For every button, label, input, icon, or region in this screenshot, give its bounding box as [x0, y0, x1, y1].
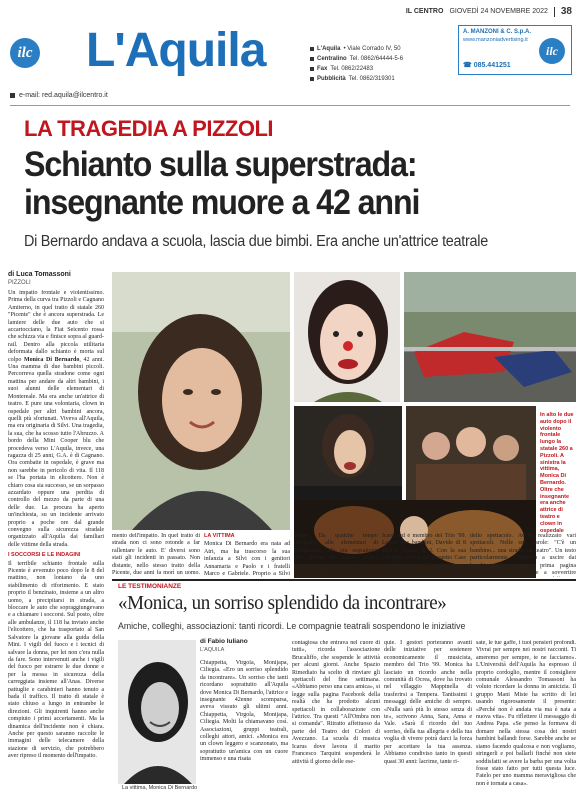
testimonianze-column-4: sate, le tue gaffe, i tuoi pensieri profondi. Vivrai per sempre nei nostri racconti. Ti ameremo per sempre, te ne facciamo». L'Università dell'Aquila ha espresso il proprio cordoglio, mentre il consigliere comunale Alessandro Tomassoni ha voluto ricordare la donna in amicizia. Il gruppo Mani Miste ha scritto di lei usando rigorosamente il presente: «Perché non è andata via ma è nata a nuova vita». Fu riflettere il messaggio di Andrea Papa. «Se penso la formava di domare nella stessa cosa dei nostri bambini ballandi forse. Sarebbe anche se siamo facendo qualcosa e non vogliamo, stringerli e poi ballarli finché non siete soddisfatti se avere la barba per una volta fosse stato fatto per tutti questa luce. Fatelo per uno mamma meravigliosa che non è tornata a casa».	[476, 640, 576, 787]
bullet-icon	[310, 57, 314, 61]
dateline: L'AQUILA	[200, 647, 225, 653]
victim-bw-portrait	[118, 640, 196, 784]
article-subhead: Di Bernardo andava a scuola, lascia due bimbi. Era anche un'attrice teatrale	[24, 233, 488, 250]
article-column-3: LA VITTIMA Monica Di Bernardo era nata ad Atri, ma ha trascorso la sua infanzia a Silvi con i genitori Annamaria e Paolo e i fratelli Marco e Gabriele. Proprio a Silvi	[204, 533, 290, 577]
author-name: di Luca Tomassoni	[8, 271, 71, 278]
bullet-icon	[310, 77, 314, 81]
photo-caption: In alto le due auto dopo il violento frontale lungo la statale 260 a Pizzoli. A sinistra la vittima, Monica Di Bernardo. Oltre che insegnante era anche attrice di teatro e clown in ospedale	[540, 412, 574, 534]
victim-portrait-photo	[112, 272, 290, 530]
article-byline	[8, 271, 71, 286]
advertising-box[interactable]	[458, 25, 572, 75]
article-column-5: Icarus ed è membro del Trio '99. Lascia due bambini, Davide di 8 anni e Nicola di 2. Con la sua famiglia viveva nel progetto Case di Tempera. All'Aquila aveva frequentato a lungo l'università ed	[382, 533, 466, 577]
author-name: di Fabio Iuliano	[200, 638, 248, 645]
divider	[112, 579, 576, 581]
article-column-1: Un impatto frontale e violentissimo. Prima della curva tra Pizzoli e Cagnano Amiterno, in quel tratto di statale 260 "Picente" che è ancora superstrada. Le lamiere delle due auto che si accartocciano, la Fiat Seicento rossa che schizza via e finisce sopra al guard-rail. Dentro alla piccola utilitaria deformata dallo schianto è morta sul colpo Monica Di Bernardo, 42 anni. Una mamma di due bambini piccoli. Percorreva quella stradone come ogni mattina per andare da altri bambini, i suoi alunni delle elementari di Montereale. Ma era anche un'attrice di teatro. E pure una volontaria, clown in ospedale per altri bambini ancora, quelli più sfortunati. Viveva all'Aquila, ma era originaria di Silvi. Una tragedia, la sua, che ha scosso tutto l'Abruzzo. A bordo della Mini Cooper blu che procedeva verso L'Aquila, invece, una ragazza di 25 anni, G.A. è di Cagnano. Ora combatte in ospedale, è grave ma non sarebbe in pericolo di vita. Il 118 se l'ha portata in elicottero. Non è chiaro cosa sia successo, se un sorpasso azzardato oppure una perdita di controllo del mezzo da parte di una delle due. La procura ha aperto un'inchiesta, su un incidente arrivato proprio a poche ore dal grande convegno sulla sicurezza stradale organizzato all'Aquila dai familiari delle vittime della strada. I SOCCORSI E LE INDAGINI Il terribile schianto frontale sulla Picente è avvenuto poco dopo le 8 del mattino, non lontano da uno stabilimento di riforimento. E stato proprio il benzinaio, insieme a un altro uomo, a precipitarsi in strada, a bloccare le auto che sopraggiungevano e a chiamare i soccorsi. Sul posto, oltre alle ambulanze, il 118 ha inviato anche l'elicottero, che ha trasportato al San Salvatore la giovane alla guida della Mini. I vigili del fuoco e i tecnici di salvare la donna, per lei non c'era nulla da fare. Sono intervenuti anche i vigili del fuoco per estrarre le due donne e per la messa in sicurezza della carreggiata insieme all'Anas. Diverse pattuglie e carabinieri hanno tenuto a bada il traffico. Il tratto di statale è stato chiuso a lungo in entrambe le direzioni. Gli inquirenti hanno anche compiuto i primi accertamenti. Ma la dinamica dell'incidente non è chiara. Anche per questo saranno raccolte le immagini delle telecamere della stazione di servizio, che potrebbero aver ripreso il momento dell'impatto.	[8, 290, 104, 760]
contact-row: Fax Tel. 0862/22483	[310, 64, 403, 74]
email-text[interactable]: e-mail: red.aquila@ilcentro.it	[19, 92, 108, 99]
contact-row: Centralino Tel. 0862/64444-5-6	[310, 54, 403, 64]
issue-date: GIOVEDÌ 24 NOVEMBRE 2022	[449, 8, 548, 15]
section-title: L'Aquila	[86, 24, 266, 77]
contacts-block	[310, 44, 403, 84]
sidebar-label: LE TESTIMONIANZE	[118, 583, 182, 590]
page-number: 38	[560, 6, 572, 17]
actress-theatre-photo	[294, 406, 402, 500]
contact-row: Pubblicità Tel. 0862/319301	[310, 74, 403, 84]
article-headline: Schianto sulla superstrada: insegnante muore a 42 anni	[24, 145, 420, 222]
section-label: I SOCCORSI E LE INDAGINI	[8, 552, 81, 559]
testimonianze-column-2: contagiosa che entrava nel cuore di tutti», ricorda l'associazione Brucaliffo, che sospende le attività per alcuni giorni. Anche Spazio Rimediato ha scelto di rinviare gli spettacoli del fine settimana. «Abbiamo perso una cara amica», si legge sulla pagina Facebook della realtà che ha prodotto alcuni spettacoli in collaborazione con l'attrice. Tra questi "All'Ombra non si comanda". Ritratto affettuoso da parte del Teatro dei Colori di Avezzano. La scuola di musica Icarus dove lavora il marito Francesco Tarquini sospenderà le attività il giorno delle ese-	[292, 640, 380, 765]
actress-crowd-photo	[406, 406, 536, 500]
phone-icon: ☎	[463, 62, 472, 69]
article-column-2: mento dell'impatto. In quel tratto di strada non ci sono rotonde a far rallentare le auto. E' diversi sono stati gli incidenti in passato. Non distante, nello stesso tratto della Picente, due anni fa morì un uomo.	[112, 533, 200, 577]
divider	[10, 105, 570, 106]
edition-line	[406, 6, 572, 17]
page-header	[0, 0, 580, 110]
email-line	[10, 92, 108, 99]
portrait-caption: La vittima, Monica Di Bernardo	[122, 785, 198, 791]
article-column-4: seppe. Da qualche tempo insegnava alle elementari di Montereale. Ma era soprattutto una donna di teatro. Aveva lavorato anche come clown in corsia in ospedale all'Aquila, con	[294, 533, 378, 577]
bullet-icon	[310, 47, 314, 51]
ad-logo: ilc	[539, 38, 565, 64]
ad-website[interactable]: www.manzoniadvertising.it	[463, 37, 528, 43]
divider	[554, 7, 555, 17]
clown-photo	[294, 272, 400, 402]
article-kicker: LA TRAGEDIA A PIZZOLI	[24, 116, 273, 141]
testimonianze-column-1: Chiappetta, Virgola, Monijapa, Ciliegia. «Ero un sorriso splendido da incontrare». Un sorriso che tanti ricordano soprattutto all'Aquila dove Monica Di Bernardo, l'attrice e insegnante 42enne scomparsa, aveva vissuto gli ultimi anni. Chiappetta, Virgola, Monijapa, Ciliegia. Molti la chiamavano così. Associazioni, gruppi teatrali, colleghi attori, amici. «Monica era un clown leggero e scanzonato, ma soprattutto un'amica con un cuore immenso e una risata	[200, 660, 288, 763]
article-column-6: dello spettacolo. Aveva realizzato vari spettacoli. Nelle sue parole: "C'è un bambino... una strada, un teatro". Un testo particolarmente. Chiamato a uscire dai luoghi impiegati. Nella prima pagina scriveva: «Vorrei provare a sovvertire	[470, 533, 576, 577]
testimonianze-column-3: quie. I gestori porteranno avanti delle iniziative per sostenere economicamente il musicista, membro del Trio '99. Monica ha lasciato un ricordo anche nella comunità di Ocrea, dove ha trovato nel villaggio Mappinella di trasferirsi a Tempera. Tantissimi i messaggi delle amiche di sempre. «Nulla sarà più lo stesso senza di te», scrivono Anna, Sara, Anna e Vale. «Sarà il ricordo del tuo sorriso, della tua allegria e della tua voglia di vivere potrà darci la forza per accettare la tua assenza. Abbiamo condiviso tanto in questi quasi 30 anni: lacrime, tante ri-	[384, 640, 472, 765]
newspaper-name: IL CENTRO	[405, 8, 444, 15]
crash-cars-photo	[404, 272, 576, 402]
bullet-icon	[310, 67, 314, 71]
testimonianze-byline	[200, 638, 248, 653]
ad-company-name: A. MANZONI & C. S.p.A.	[463, 29, 531, 35]
ad-phone: ☎ 085.441251	[463, 62, 511, 69]
contact-row: L'Aquila • Viale Corrado IV, 50	[310, 44, 403, 54]
dateline: PIZZOLI	[8, 280, 31, 286]
testimonianze-subhead: Amiche, colleghi, associazioni: tanti ricordi. Le compagnie teatrali sospendono le iniziative	[118, 621, 466, 632]
ilcentro-logo: ilc	[10, 38, 40, 68]
section-label: LA VITTIMA	[204, 533, 235, 539]
bullet-icon	[10, 93, 15, 98]
testimonianze-headline: «Monica, un sorriso splendido da incontrare»	[118, 592, 447, 614]
